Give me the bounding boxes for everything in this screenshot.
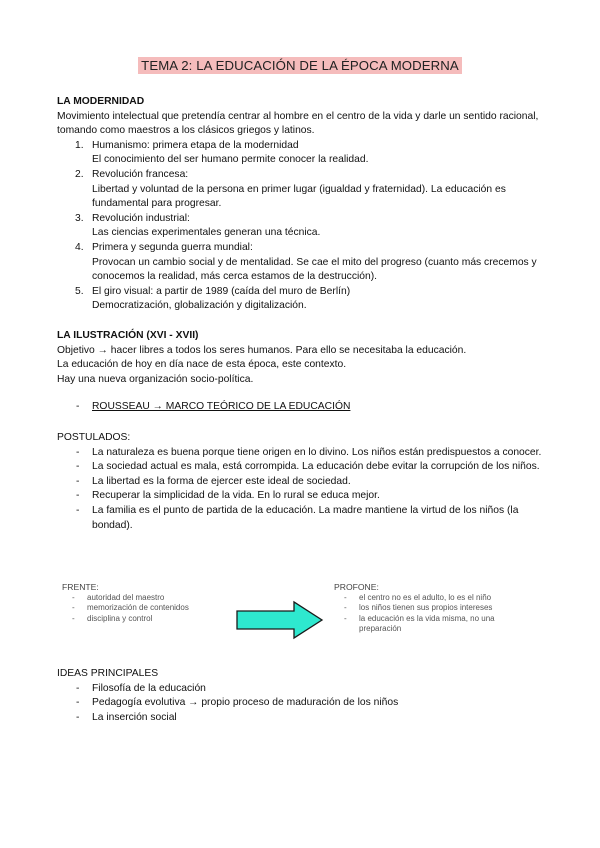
item-text: Las ciencias experimentales generan una técnica. <box>92 227 321 239</box>
list-item-text: autoridad del maestro <box>87 592 165 602</box>
list-item-text: el centro no es el adulto, lo es el niño <box>359 592 492 602</box>
frente-list <box>62 593 232 625</box>
list-item: - autoridad del maestro <box>72 592 165 602</box>
list-item <box>57 241 547 285</box>
ilustracion-heading: LA ILUSTRACIÓN (XVI - XVII) <box>57 330 199 341</box>
frente-title: FRENTE: <box>62 582 99 592</box>
ilustracion-line: Hay una nueva organización socio-política. <box>57 373 254 385</box>
modernidad-intro: Movimiento intelectual que pretendía centrar al hombre en el centro de la vida y darle un sentido racional, tomando como maestros a los clásicos griegos y latinos. <box>57 110 539 137</box>
list-item-text: La naturaleza es buena porque tiene origen en lo divino. Los niños están predispuestos a conocer. <box>92 446 542 458</box>
list-item <box>57 285 547 314</box>
section-postulados <box>57 431 547 533</box>
right-arrow-icon <box>236 600 324 640</box>
list-item: - los niños tienen sus propios intereses <box>344 603 493 613</box>
list-item: - ROUSSEAU → MARCO TEÓRICO DE LA EDUCACIÓN <box>76 401 351 413</box>
list-item: - Filosofía de la educación <box>76 682 206 694</box>
list-item: - disciplina y control <box>72 613 153 623</box>
profone-title: PROFONE: <box>334 582 379 592</box>
list-item-text: Pedagogía evolutiva → propio proceso de maduración de los niños <box>92 697 399 709</box>
profone-list <box>334 593 562 635</box>
list-item: - La sociedad actual es mala, está corrompida. La educación debe evitar la corrupción de los niños. <box>76 461 540 473</box>
rousseau-list <box>57 400 547 415</box>
item-title: El giro visual: a partir de 1989 (caída del muro de Berlín) <box>92 285 351 297</box>
item-number: 4. <box>75 241 84 253</box>
list-item: - Recuperar la simplicidad de la vida. En lo rural se educa mejor. <box>76 490 380 502</box>
item-text: Democratización, globalización y digitalización. <box>92 300 307 312</box>
section-modernidad <box>57 95 547 314</box>
list-item: - la educación es la vida misma, no una preparación <box>334 614 562 635</box>
item-title: Primera y segunda guerra mundial: <box>92 241 253 253</box>
list-item <box>57 212 547 241</box>
list-item-text: disciplina y control <box>87 613 153 623</box>
list-item <box>57 168 547 212</box>
list-item-text: la educación es la vida misma, no una preparación <box>359 613 495 634</box>
list-item-text: La sociedad actual es mala, está corrompida. La educación debe evitar la corrupción de los niños. <box>92 461 540 473</box>
item-number: 1. <box>75 139 84 151</box>
ilustracion-line: Objetivo → hacer libres a todos los seres humanos. Para ello se necesitaba la educación. <box>57 344 467 356</box>
list-item-text: La libertad es la forma de ejercer este ideal de sociedad. <box>92 475 351 487</box>
item-text: Provocan un cambio social y de mentalidad. Se cae el mito del progreso (cuanto más crecemos y conocemos la realidad, más cerca estamos de la destrucción). <box>92 256 537 283</box>
list-item-text: Recuperar la simplicidad de la vida. En lo rural se educa mejor. <box>92 490 380 502</box>
list-item-text: La inserción social <box>92 711 177 723</box>
item-title: Revolución francesa: <box>92 168 189 180</box>
page-title: TEMA 2: LA EDUCACIÓN DE LA ÉPOCA MODERNA <box>138 57 462 74</box>
list-item: - La familia es el punto de partida de la educación. La madre mantiene la virtud de los niños (la bondad). <box>76 504 519 531</box>
modernidad-list <box>57 139 547 314</box>
item-title: Revolución industrial: <box>92 212 190 224</box>
ideas-list <box>57 682 547 726</box>
list-item-text: La familia es el punto de partida de la educación. La madre mantiene la virtud de los niños (la bondad). <box>92 504 519 531</box>
list-item: - La libertad es la forma de ejercer este ideal de sociedad. <box>76 475 351 487</box>
title-wrap <box>0 57 600 76</box>
frente-profone-diagram <box>62 582 562 652</box>
item-number: 2. <box>75 168 84 180</box>
item-text: El conocimiento del ser humano permite conocer la realidad. <box>92 154 369 166</box>
list-item-text: los niños tienen sus propios intereses <box>359 603 493 613</box>
postulados-list <box>57 446 547 534</box>
list-item: - La inserción social <box>76 711 177 723</box>
list-item-text: Filosofía de la educación <box>92 682 206 694</box>
rousseau-line: ROUSSEAU → MARCO TEÓRICO DE LA EDUCACIÓN <box>92 401 351 413</box>
section-ilustracion <box>57 329 547 415</box>
profone-column <box>334 582 562 635</box>
list-item: - memorización de contenidos <box>72 603 189 613</box>
item-title: Humanismo: primera etapa de la modernidad <box>92 139 299 151</box>
list-item: - La naturaleza es buena porque tiene origen en lo divino. Los niños están predispuestos a conocer. <box>76 446 542 458</box>
ilustracion-line: La educación de hoy en día nace de esta época, este contexto. <box>57 359 347 371</box>
list-item <box>57 139 547 168</box>
item-number: 3. <box>75 212 84 224</box>
arrow-shape <box>237 602 322 638</box>
item-number: 5. <box>75 285 84 297</box>
postulados-heading: POSTULADOS: <box>57 432 131 443</box>
list-item-text: memorización de contenidos <box>87 603 189 613</box>
modernidad-heading: LA MODERNIDAD <box>57 96 145 107</box>
ideas-heading: IDEAS PRINCIPALES <box>57 668 159 679</box>
list-item: - Pedagogía evolutiva → propio proceso de maduración de los niños <box>76 697 399 709</box>
frente-column <box>62 582 232 624</box>
item-text: Libertad y voluntad de la persona en primer lugar (igualdad y fraternidad). La educación es fundamental para progresar. <box>92 183 506 210</box>
list-item: - el centro no es el adulto, lo es el niño <box>344 592 492 602</box>
section-ideas <box>57 667 547 725</box>
